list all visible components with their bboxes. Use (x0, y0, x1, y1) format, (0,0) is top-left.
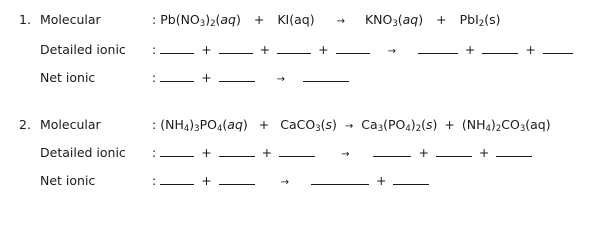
plus-sign: + (259, 42, 271, 57)
net-ionic-equation (152, 173, 429, 188)
detailed-ionic-equation (152, 145, 532, 160)
answer-blank[interactable] (160, 43, 194, 54)
plus-sign: + (436, 12, 447, 27)
plus-sign: + (201, 173, 212, 188)
molecular-equation (152, 12, 500, 27)
plus-sign: + (261, 145, 273, 160)
colon: : (152, 117, 157, 132)
reaction-arrow: → (387, 46, 396, 57)
answer-blank[interactable] (373, 146, 411, 157)
answer-blank[interactable] (160, 146, 194, 157)
colon: : (152, 70, 157, 85)
plus-sign: + (478, 145, 490, 160)
answer-blank[interactable] (279, 146, 315, 157)
reaction-arrow: → (344, 121, 354, 132)
problem-number: 2. (19, 117, 31, 132)
colon: : (152, 12, 157, 27)
colon: : (152, 145, 157, 160)
reaction-arrow: → (336, 16, 345, 27)
problem-1-molecular-row (0, 12, 616, 32)
plus-sign: + (201, 145, 212, 160)
plus-sign: + (253, 12, 265, 27)
reactant-2: KI(aq) (277, 12, 315, 27)
row-label: Detailed ionic (40, 145, 126, 160)
reactant-1: $Pb(NO_3)_2(aq)$ (160, 12, 241, 29)
problem-2-molecular-row (0, 117, 616, 137)
row-label: Molecular (40, 12, 101, 27)
reaction-arrow: → (276, 74, 286, 85)
answer-blank[interactable] (219, 71, 255, 82)
plus-sign: + (444, 117, 455, 132)
colon: : (152, 42, 157, 57)
molecular-equation (152, 117, 551, 132)
plus-sign: + (418, 145, 429, 160)
answer-blank[interactable] (277, 43, 311, 54)
plus-sign: + (376, 173, 387, 188)
reaction-arrow: → (280, 177, 290, 188)
plus-sign: + (201, 70, 212, 85)
problem-1-detailed-ionic-row (0, 42, 616, 62)
product-1: $Ca_3(PO_4)_2(s)$ (361, 117, 438, 134)
problem-1-net-ionic-row (0, 70, 616, 90)
plus-sign: + (258, 117, 270, 132)
answer-blank[interactable] (496, 146, 532, 157)
plus-sign: + (464, 42, 476, 57)
reactant-1: $(NH_4)_3PO_4(aq)$ (160, 117, 248, 134)
answer-blank[interactable] (482, 43, 518, 54)
answer-blank[interactable] (160, 71, 194, 82)
answer-blank[interactable] (436, 146, 472, 157)
product-1: $KNO_3(aq)$ (364, 12, 424, 29)
answer-blank[interactable] (219, 43, 253, 54)
answer-blank[interactable] (219, 146, 255, 157)
plus-sign: + (525, 42, 536, 57)
row-label: Detailed ionic (40, 42, 126, 57)
answer-blank[interactable] (418, 43, 458, 54)
detailed-ionic-equation (152, 42, 573, 57)
problem-number: 1. (19, 12, 31, 27)
problem-2-detailed-ionic-row (0, 145, 616, 165)
answer-blank[interactable] (303, 71, 349, 82)
row-label: Net ionic (40, 173, 96, 188)
plus-sign: + (318, 42, 329, 57)
row-label: Molecular (40, 117, 101, 132)
reactant-2: CaCO$_3$(s) (280, 117, 337, 134)
row-label: Net ionic (40, 70, 96, 85)
answer-blank[interactable] (219, 174, 255, 185)
problem-2-net-ionic-row (0, 173, 616, 193)
product-2: $(NH_4)_2CO_3(aq)$ (461, 117, 551, 134)
colon: : (152, 173, 157, 188)
product-2: PbI$_2$(s) (459, 12, 501, 29)
net-ionic-equation (152, 70, 349, 85)
answer-blank[interactable] (336, 43, 370, 54)
plus-sign: + (201, 42, 212, 57)
answer-blank[interactable] (160, 174, 194, 185)
reaction-arrow: → (341, 149, 350, 160)
answer-blank[interactable] (543, 43, 573, 54)
answer-blank[interactable] (311, 174, 369, 185)
answer-blank[interactable] (393, 174, 429, 185)
